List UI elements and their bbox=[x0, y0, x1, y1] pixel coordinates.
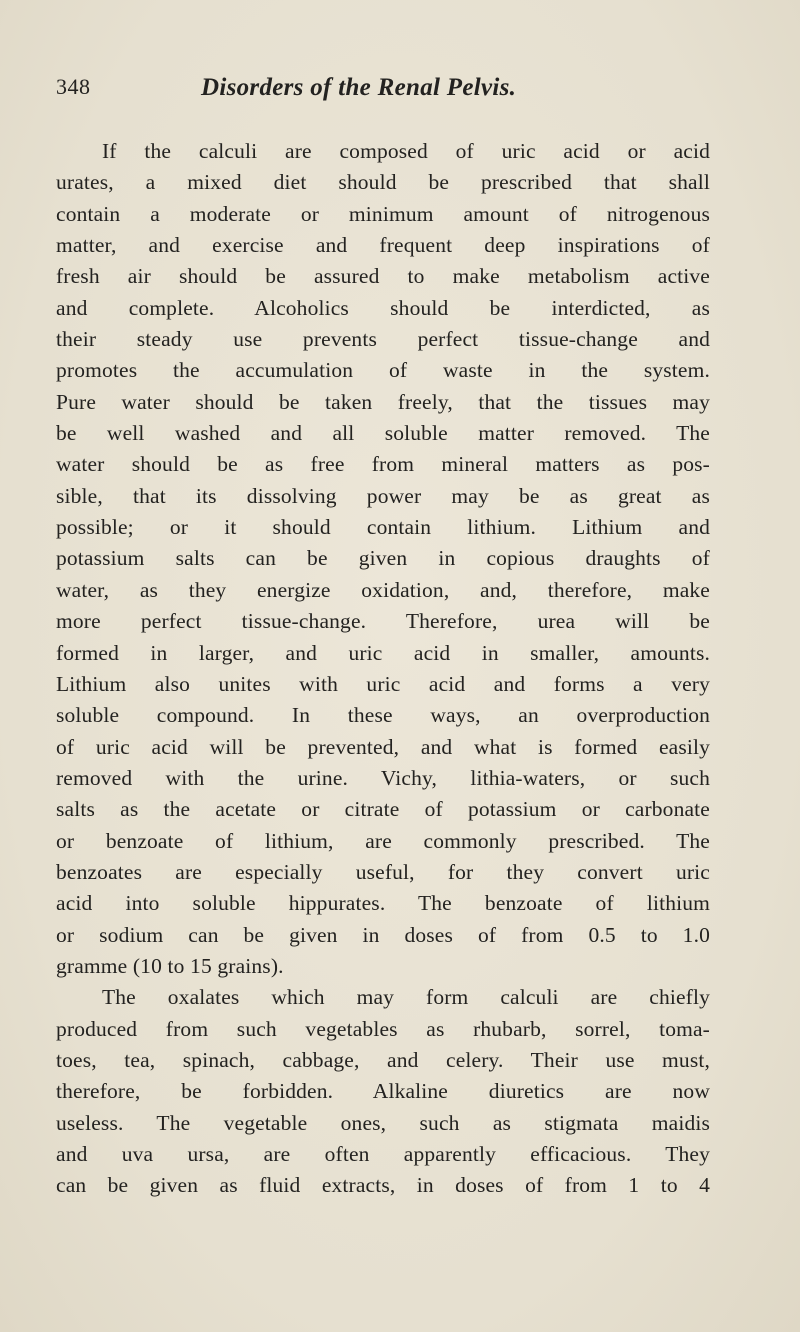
text-line: useless. The vegetable ones, such as stigmata maidis bbox=[56, 1110, 710, 1135]
running-title: Disorders of the Renal Pelvis. bbox=[201, 74, 517, 101]
text-line: If the calculi are composed of uric acid or acid bbox=[102, 139, 710, 163]
text-line: urates, a mixed diet should be prescribed that shall bbox=[56, 170, 710, 195]
text-line: or benzoate of lithium, are commonly prescribed. The bbox=[56, 828, 710, 853]
text-line: therefore, be forbidden. Alkaline diuretics are now bbox=[56, 1079, 710, 1104]
text-line: can be given as fluid extracts, in doses of from 1 to 4 bbox=[56, 1173, 710, 1198]
text-line: fresh air should be assured to make metabolism active bbox=[56, 264, 710, 289]
text-line: promotes the accumulation of waste in the system. bbox=[56, 358, 710, 383]
text-line: possible; or it should contain lithium. Lithium and bbox=[56, 515, 710, 540]
text-line: formed in larger, and uric acid in smaller, amounts. bbox=[56, 640, 710, 665]
text-line: Pure water should be taken freely, that the tissues may bbox=[56, 389, 710, 414]
text-line: matter, and exercise and frequent deep inspirations of bbox=[56, 233, 710, 258]
text-line: water should be as free from mineral matters as pos- bbox=[56, 452, 710, 477]
text-line: or sodium can be given in doses of from 0.5 to 1.0 bbox=[56, 922, 710, 947]
body-text bbox=[56, 136, 710, 1202]
text-line: removed with the urine. Vichy, lithia-waters, or such bbox=[56, 765, 710, 790]
text-line: Lithium also unites with uric acid and forms a very bbox=[56, 671, 710, 696]
text-line: water, as they energize oxidation, and, therefore, make bbox=[56, 577, 710, 602]
text-line: and complete. Alcoholics should be interdicted, as bbox=[56, 295, 710, 320]
text-line: and uva ursa, are often apparently efficacious. They bbox=[56, 1142, 710, 1166]
text-line: more perfect tissue-change. Therefore, urea will be bbox=[56, 609, 710, 634]
text-line: contain a moderate or minimum amount of nitrogenous bbox=[56, 201, 710, 226]
text-line: sible, that its dissolving power may be as great as bbox=[56, 483, 710, 508]
text-line: toes, tea, spinach, cabbage, and celery. Their use must, bbox=[56, 1047, 710, 1072]
text-line: produced from such vegetables as rhubarb, sorrel, toma- bbox=[56, 1016, 710, 1041]
text-line: of uric acid will be prevented, and what is formed easily bbox=[56, 734, 710, 759]
text-line: benzoates are especially useful, for they convert uric bbox=[56, 859, 710, 884]
text-line: potassium salts can be given in copious draughts of bbox=[56, 546, 710, 571]
text-line: salts as the acetate or citrate of potassium or carbonate bbox=[56, 797, 710, 822]
text-line: The oxalates which may form calculi are chiefly bbox=[102, 985, 710, 1010]
text-line: their steady use prevents perfect tissue-change and bbox=[56, 327, 710, 352]
text-line: gramme (10 to 15 grains). bbox=[56, 953, 284, 978]
page-number: 348 bbox=[56, 74, 91, 99]
text-line: acid into soluble hippurates. The benzoate of lithium bbox=[56, 891, 710, 916]
page-header bbox=[56, 74, 716, 114]
text-line: soluble compound. In these ways, an overproduction bbox=[56, 703, 710, 728]
text-line: be well washed and all soluble matter removed. The bbox=[56, 421, 710, 446]
